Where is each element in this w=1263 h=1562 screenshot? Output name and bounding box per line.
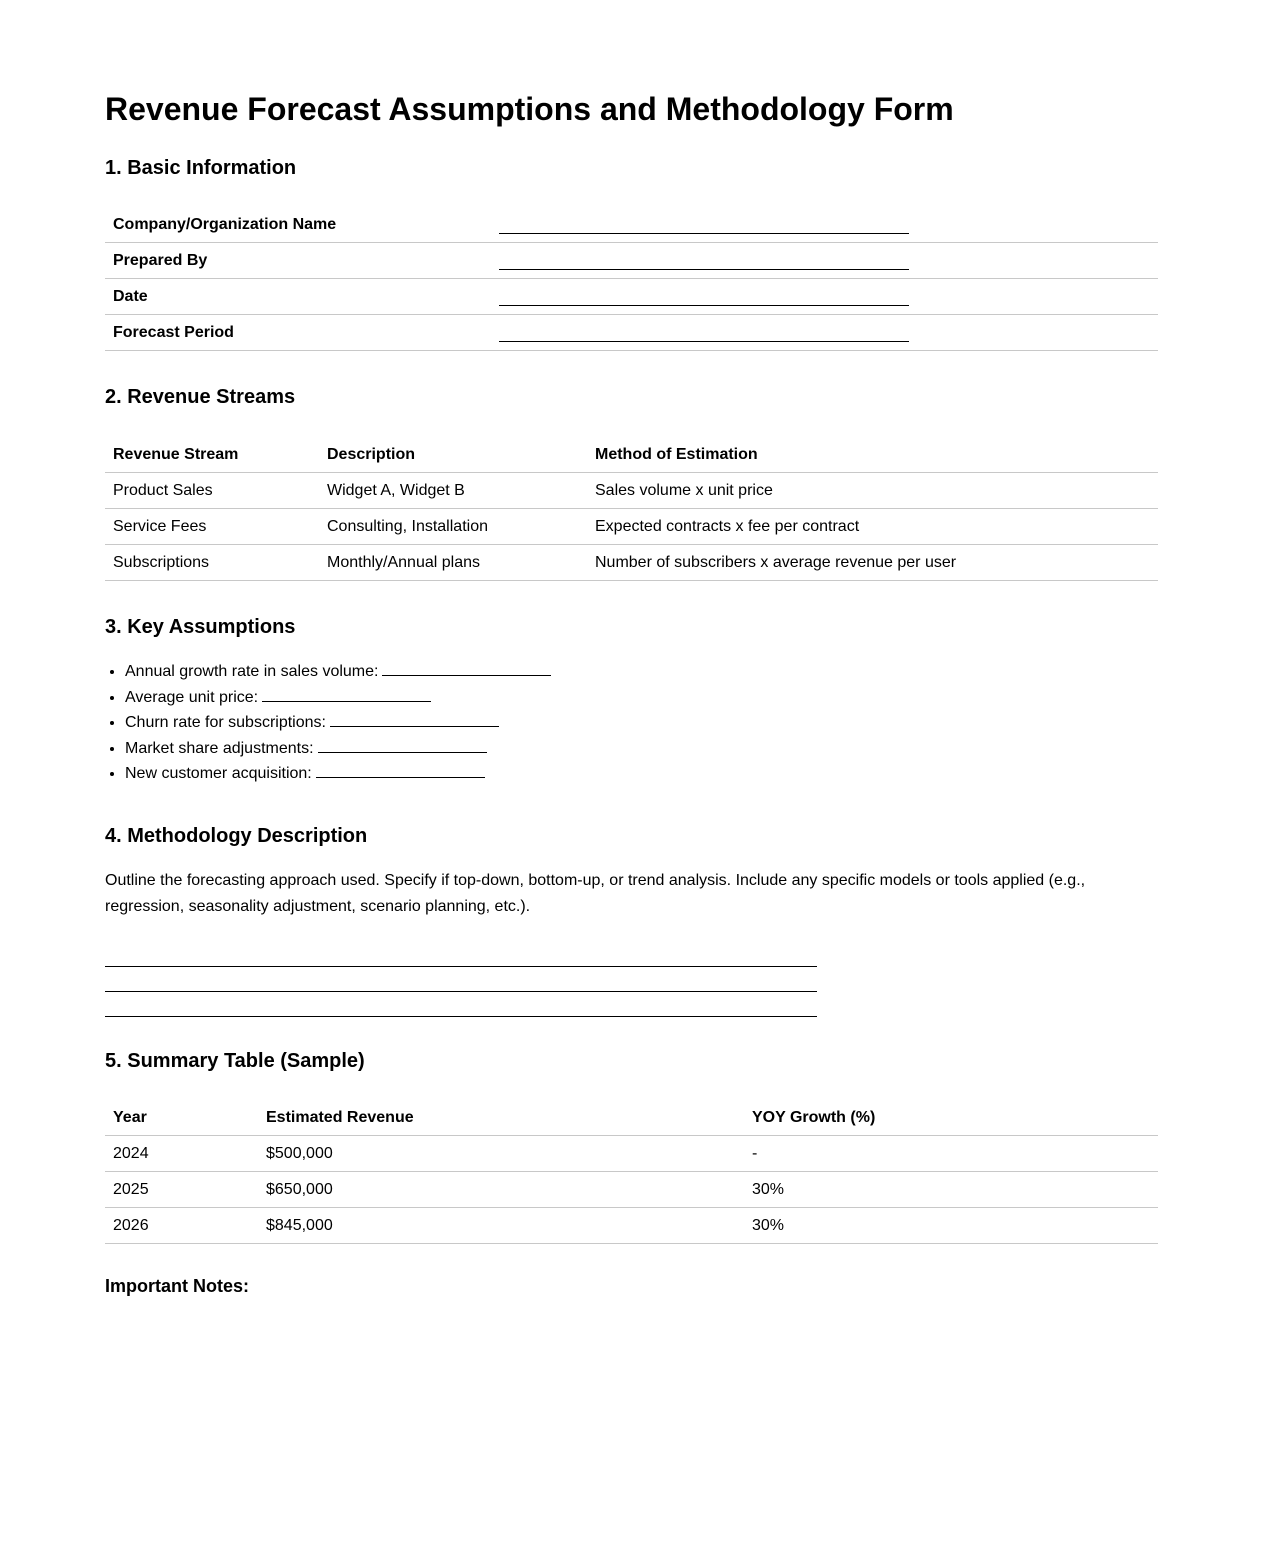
table-cell: Consulting, Installation (319, 509, 587, 545)
list-item (125, 736, 551, 762)
list-item (125, 659, 551, 685)
forecast-period-field[interactable] (499, 323, 909, 342)
table-row (105, 207, 1158, 243)
table-row (105, 509, 1158, 545)
customer-acquisition-field[interactable] (316, 763, 485, 778)
list-item (125, 761, 551, 787)
column-header: YOY Growth (%) (744, 1100, 1158, 1136)
field-label: Company/Organization Name (105, 207, 491, 243)
assumption-label: Market share adjustments: (125, 739, 314, 757)
table-row (105, 1172, 1158, 1208)
methodology-write-area[interactable] (105, 942, 817, 1017)
table-cell: Service Fees (105, 509, 319, 545)
assumption-label: Average unit price: (125, 688, 259, 706)
prepared-by-field[interactable] (499, 251, 909, 270)
table-header-row (105, 1100, 1158, 1136)
table-cell: Product Sales (105, 473, 319, 509)
churn-rate-field[interactable] (330, 712, 499, 727)
basic-info-table (105, 207, 1158, 351)
table-cell: 30% (744, 1208, 1158, 1244)
list-item (125, 710, 551, 736)
column-header: Estimated Revenue (258, 1100, 744, 1136)
growth-rate-field[interactable] (382, 661, 551, 676)
section-heading-basic-info: 1. Basic Information (105, 157, 297, 179)
assumption-label: New customer acquisition: (125, 765, 312, 782)
table-row (105, 315, 1158, 351)
section-heading-key-assumptions: 3. Key Assumptions (105, 616, 296, 638)
table-cell: Expected contracts x fee per contract (587, 509, 1158, 545)
assumptions-list (105, 659, 551, 787)
important-notes-heading: Important Notes: (105, 1276, 249, 1296)
table-cell: - (744, 1136, 1158, 1172)
table-row (105, 243, 1158, 279)
table-cell: Sales volume x unit price (587, 473, 1158, 509)
section-heading-summary: 5. Summary Table (Sample) (105, 1050, 365, 1072)
column-header: Method of Estimation (587, 437, 1158, 473)
field-label: Prepared By (105, 243, 491, 279)
summary-table (105, 1100, 1158, 1244)
table-cell: Subscriptions (105, 545, 319, 581)
company-name-field[interactable] (499, 215, 909, 234)
write-line[interactable] (105, 992, 817, 1017)
table-cell: 2026 (105, 1208, 258, 1244)
list-item (125, 685, 551, 711)
table-row (105, 545, 1158, 581)
section-heading-methodology: 4. Methodology Description (105, 825, 368, 847)
market-share-field[interactable] (318, 738, 487, 753)
table-cell: Widget A, Widget B (319, 473, 587, 509)
field-label: Date (105, 279, 491, 315)
table-cell: 2024 (105, 1136, 258, 1172)
methodology-instructions: Outline the forecasting approach used. Specify if top-down, bottom-up, or trend analysis. Include any specific models or tools applied (e.g., regression, seasonality adjustment, scenario planning, etc.). (105, 872, 1086, 915)
write-line[interactable] (105, 942, 817, 967)
table-cell: $845,000 (258, 1208, 744, 1244)
write-line[interactable] (105, 967, 817, 992)
assumption-label: Annual growth rate in sales volume: (125, 663, 379, 680)
table-cell: Monthly/Annual plans (319, 545, 587, 581)
page-title: Revenue Forecast Assumptions and Methodology Form (105, 91, 954, 127)
column-header: Description (319, 437, 587, 473)
date-field[interactable] (499, 287, 909, 306)
field-label: Forecast Period (105, 315, 491, 351)
table-header-row (105, 437, 1158, 473)
column-header: Revenue Stream (105, 437, 319, 473)
table-cell: $500,000 (258, 1136, 744, 1172)
assumption-label: Churn rate for subscriptions: (125, 714, 326, 731)
table-row (105, 1208, 1158, 1244)
table-cell: Number of subscribers x average revenue per user (587, 545, 1158, 581)
table-cell: $650,000 (258, 1172, 744, 1208)
table-cell: 2025 (105, 1172, 258, 1208)
unit-price-field[interactable] (262, 687, 431, 702)
table-row (105, 1136, 1158, 1172)
section-heading-revenue-streams: 2. Revenue Streams (105, 386, 296, 408)
table-cell: 30% (744, 1172, 1158, 1208)
table-row (105, 473, 1158, 509)
table-row (105, 279, 1158, 315)
revenue-streams-table (105, 437, 1158, 581)
column-header: Year (105, 1100, 258, 1136)
